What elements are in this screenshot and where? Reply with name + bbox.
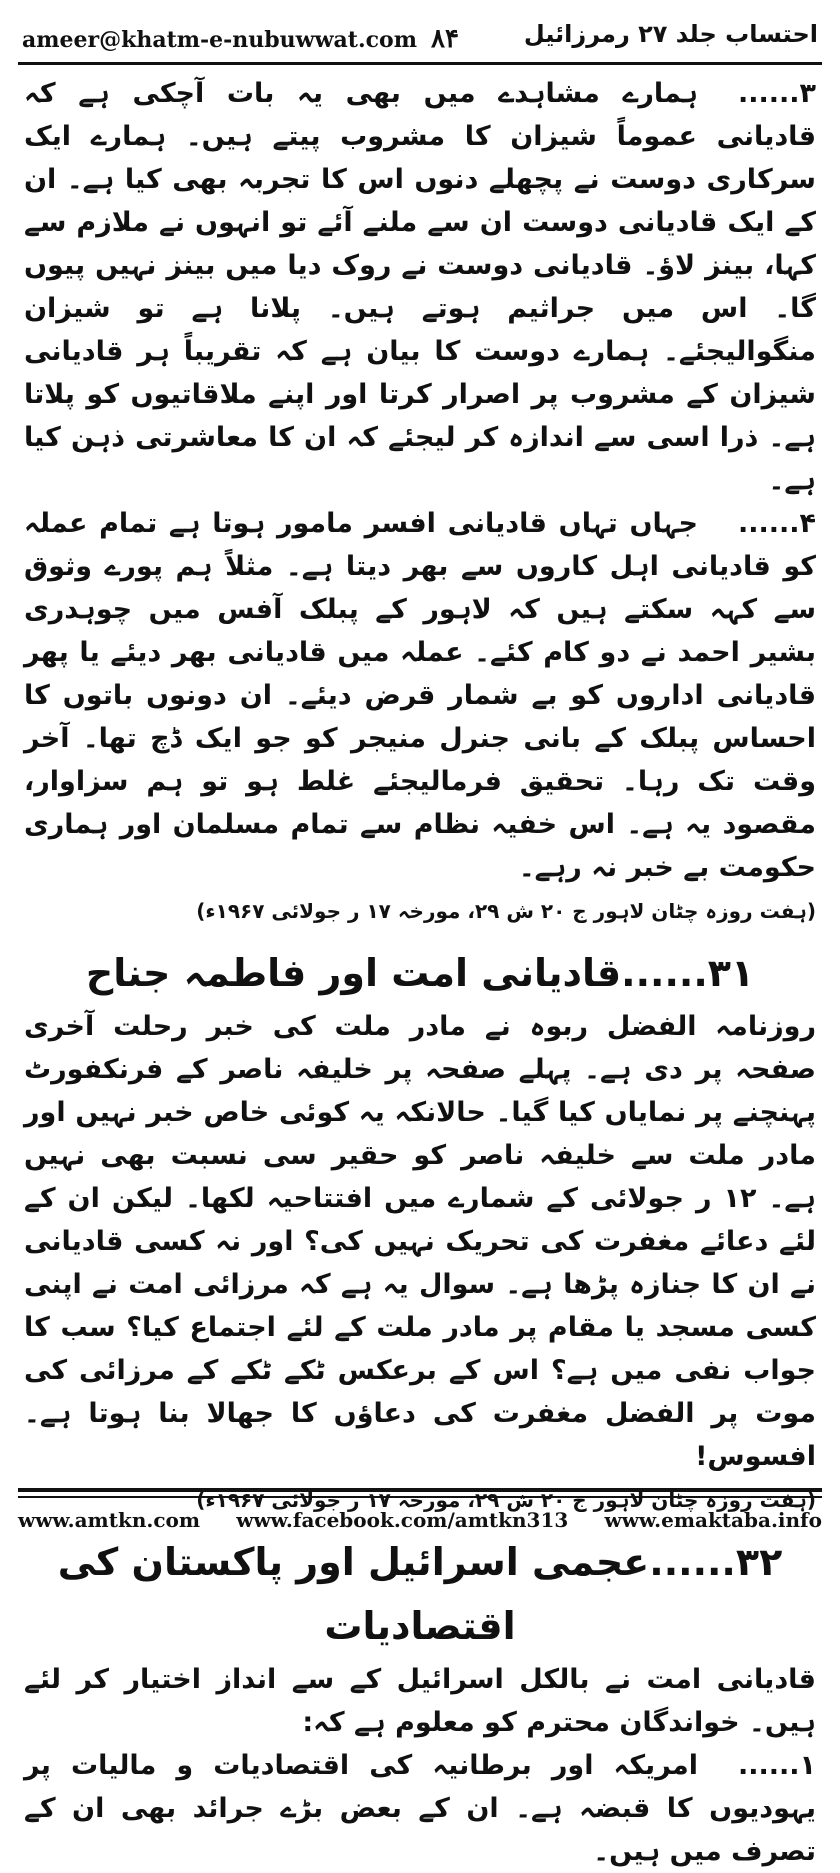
point-4 <box>24 502 816 889</box>
header-rule <box>18 62 822 65</box>
point-4-number: ۴...... <box>737 508 816 539</box>
footer-link-facebook[interactable]: www.facebook.com/amtkn313 <box>236 1508 569 1532</box>
paragraph-31: روزنامہ الفضل ربوہ نے مادر ملت کی خبر رحلت آخری صفحہ پر دی ہے۔ پہلے صفحہ پر خلیفہ ناصر کے فرنکفورٹ پہنچنے پر نمایاں کیا گیا۔ حالانکہ یہ کوئی خاص خبر نہیں اور مادر ملت سے خلیفہ ناصر کو حقیر سی نسبت بھی نہیں ہے۔ ۱۲ ر جولائی کے شمارے میں افتتاحیہ لکھا۔ لیکن ان کے لئے دعائے مغفرت کی تحریک نہیں کی؟ اور نہ کسی قادیانی نے ان کا جنازہ پڑھا ہے۔ سوال یہ ہے کہ مرزائی امت نے اپنی کسی مسجد یا مقام پر مادر ملت کے لئے اجتماع کیا؟ سب کا جواب نفی میں ہے؟ اس کے برعکس ٹکے ٹکے کے مرزائی کی موت پر الفضل مغفرت کی دعاؤں کا جھالا بنا ہوتا ہے۔ افسوس! <box>24 1011 816 1472</box>
reference-2: (ہفت روزہ چٹان لاہور ج ۲۰ ش ۲۹، مورخہ ۱۷ ر جولائی ۱۹۶۷ء) <box>196 1488 816 1512</box>
page-footer <box>18 1504 822 1536</box>
point-32-1-text: امریکہ اور برطانیہ کی اقتصادیات و مالیات پر یہودیوں کا قبضہ ہے۔ ان کے بعض بڑے جرائد بھی ان کے تصرف میں ہیں۔ <box>24 1750 816 1867</box>
reference-1: (ہفت روزہ چٹان لاہور ج ۲۰ ش ۲۹، مورخہ ۱۷ ر جولائی ۱۹۶۷ء) <box>196 899 816 923</box>
page-body <box>24 72 816 1873</box>
footer-rule-thin <box>18 1496 822 1498</box>
footer-link-emaktaba[interactable]: www.emaktaba.info <box>604 1508 822 1532</box>
heading-31: ۳۱......قادیانی امت اور فاطمہ جناح <box>85 951 755 995</box>
point-4-text: جہاں تہاں قادیانی افسر مامور ہوتا ہے تمام عملہ کو قادیانی اہل کاروں سے بھر دیتا ہے۔ مثلاً ہم پورے وثوق سے کہہ سکتے ہیں کہ لاہور کے پبلک آفس میں چوہدری بشیر احمد نے دو کام کئے۔ عملہ میں قادیانی بھر دیئے یا پھر قادیانی اداروں کو بے شمار قرض دیئے۔ ان دونوں باتوں کا احساس پبلک کے بانی جنرل منیجر کو جو ایک ڈچ تھا۔ آخر وقت تک رہا۔ تحقیق فرمالیجئے غلط ہو تو ہم سزاوار، مقصود یہ ہے۔ اس خفیہ نظام سے تمام مسلمان اور ہماری حکومت بے خبر نہ رہے۔ <box>24 508 816 883</box>
paragraph-32: قادیانی امت نے بالکل اسرائیل کے سے انداز اختیار کر لئے ہیں۔ خواندگان محترم کو معلوم ہے کہ: <box>24 1664 816 1738</box>
book-title: احتساب جلد ۲۷ رمرزائیل <box>523 20 818 48</box>
point-32-1-number: ۱...... <box>737 1750 816 1781</box>
heading-32: ۳۲......عجمی اسرائیل اور پاکستان کی اقتصادیات <box>57 1540 783 1648</box>
page-number: ۸۴ <box>430 24 459 54</box>
header-email: ameer@khatm-e-nubuwwat.com <box>22 27 417 53</box>
footer-link-amtkn[interactable]: www.amtkn.com <box>18 1508 201 1532</box>
point-32-1 <box>24 1744 816 1873</box>
footer-rule-thick <box>18 1488 822 1492</box>
point-3-text: ہمارے مشاہدے میں بھی یہ بات آچکی ہے کہ قادیانی عموماً شیزان کا مشروب پیتے ہیں۔ ہمارے ایک سرکاری دوست نے پچھلے دنوں اس کا تجربہ بھی کیا ہے۔ ان کے ایک قادیانی دوست ان سے ملنے آئے تو انہوں نے ملازم سے کہا، بینز لاؤ۔ قادیانی دوست نے روک دیا میں بینز نہیں پیوں گا۔ اس میں جراثیم ہوتے ہیں۔ پلانا ہے تو شیزان منگوالیجئے۔ ہمارے دوست کا بیان ہے کہ تقریباً ہر قادیانی شیزان کے مشروب پر اصرار کرتا اور اپنے ملاقاتیوں کو پلاتا ہے۔ ذرا اسی سے اندازہ کر لیجئے کہ ان کا معاشرتی ذہن کیا ہے۔ <box>24 78 816 496</box>
page-header <box>22 14 818 58</box>
header-left <box>22 24 459 54</box>
point-3-number: ۳...... <box>737 78 816 109</box>
point-3 <box>24 72 816 502</box>
